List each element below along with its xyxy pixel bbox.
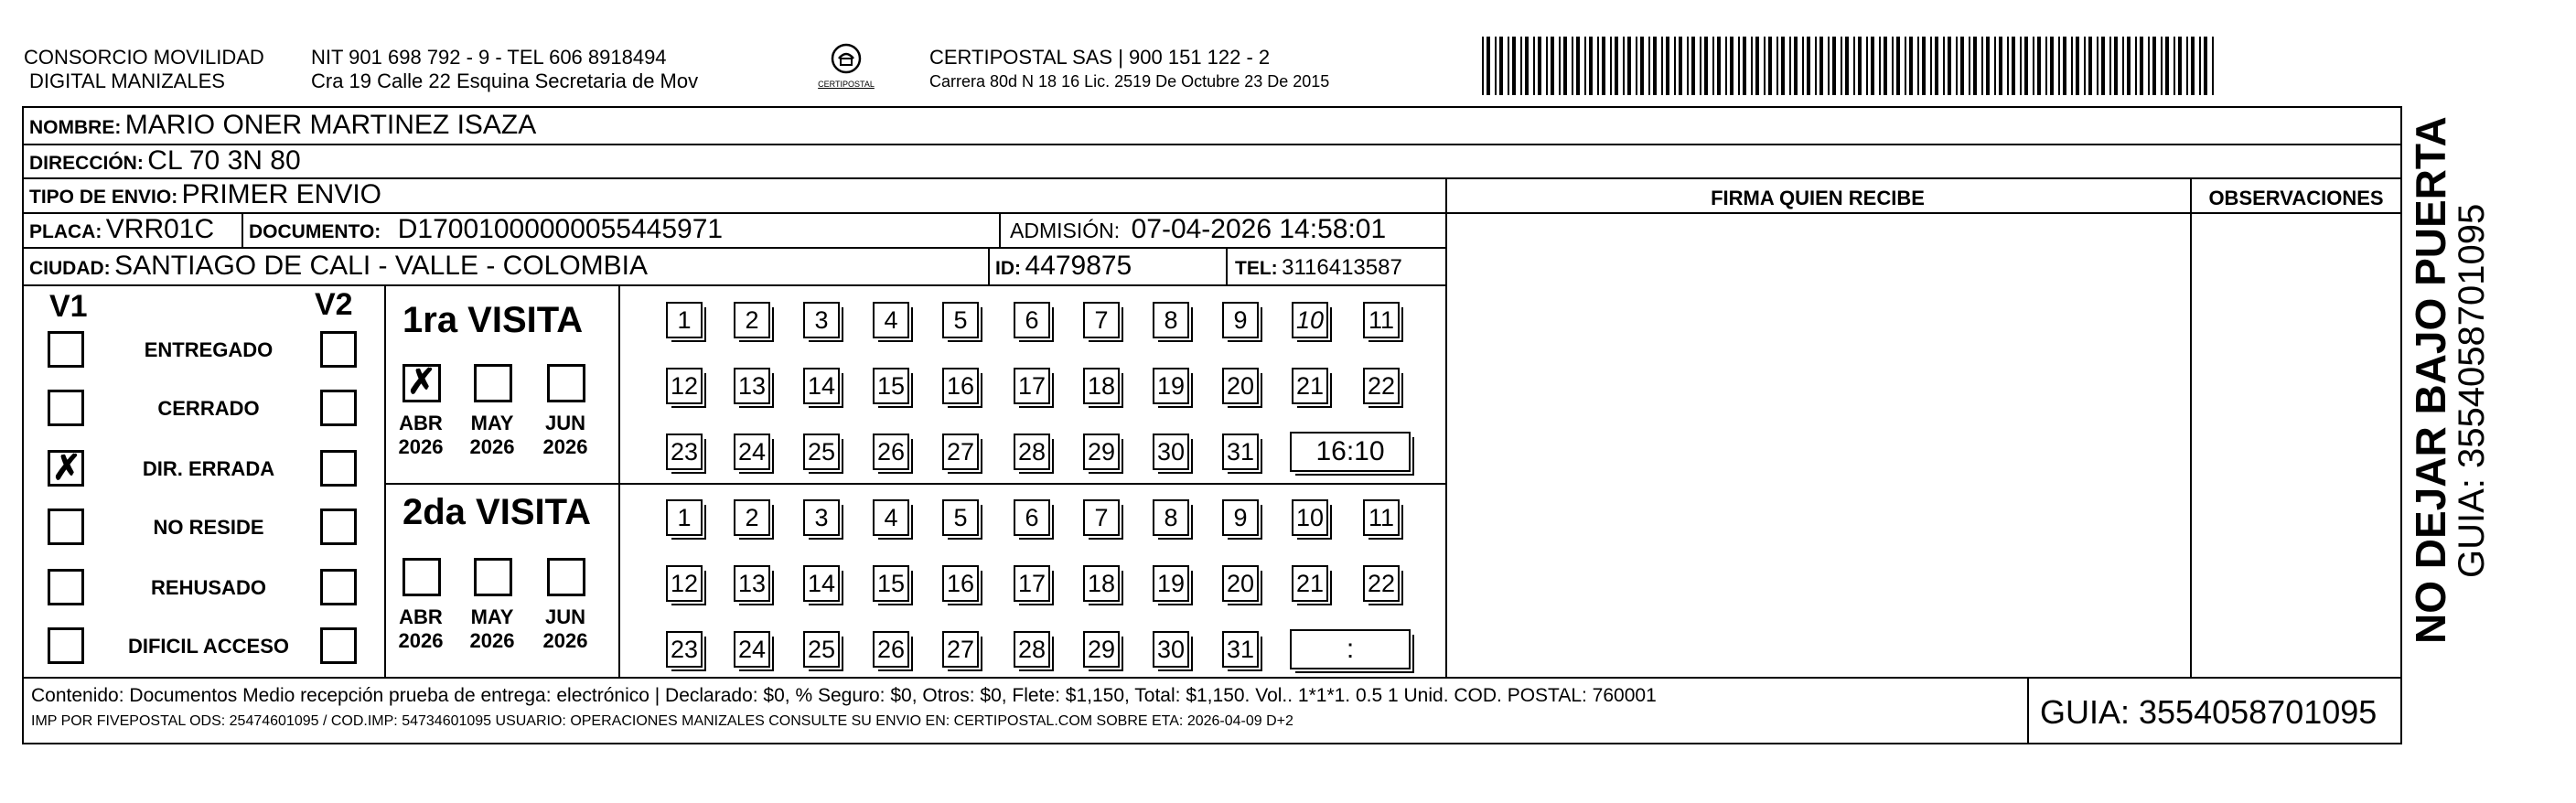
divider [1445, 177, 1447, 677]
first-visit-day-box[interactable]: 25 [803, 434, 840, 470]
first-visit-day-box[interactable]: 22 [1363, 368, 1400, 404]
first-visit-day-box[interactable]: 6 [1014, 302, 1050, 338]
first-visit-day-box[interactable]: 12 [666, 368, 703, 404]
nombre-label: NOMBRE: [29, 117, 122, 138]
second-visit-day-box[interactable]: 17 [1014, 565, 1050, 602]
divider [2027, 677, 2029, 744]
second-visit-day-box[interactable]: 29 [1083, 631, 1120, 668]
status-option-label: ENTREGADO [144, 338, 274, 361]
second-visit-day-box[interactable]: 28 [1014, 631, 1050, 668]
second-visit-day-box[interactable]: 12 [666, 565, 703, 602]
status-option-label: DIR. ERRADA [142, 457, 275, 480]
first-visit-day-box[interactable]: 16 [942, 368, 979, 404]
first-visit-day-box[interactable]: 27 [942, 434, 979, 470]
month-label [538, 605, 593, 653]
tipo-envio-row [29, 178, 381, 216]
tel-field [1235, 252, 1402, 287]
second-visit-day-box[interactable]: 21 [1292, 565, 1328, 602]
second-visit-day-box[interactable]: 10 [1292, 499, 1328, 536]
second-visit-day-box[interactable]: 31 [1222, 631, 1259, 668]
month-label [393, 412, 448, 459]
first-visit-time-box[interactable]: 16:10 [1290, 432, 1411, 472]
second-visit-day-box[interactable]: 27 [942, 631, 979, 668]
v2-checkbox[interactable] [320, 450, 357, 487]
month-year: 2026 [542, 629, 588, 652]
month-checkbox[interactable] [547, 558, 585, 596]
second-visit-day-box[interactable]: 16 [942, 565, 979, 602]
v1-checkbox[interactable] [48, 331, 84, 368]
second-visit-day-box[interactable]: 30 [1153, 631, 1189, 668]
status-option-label: REHUSADO [151, 576, 266, 599]
nombre-row [29, 109, 536, 146]
first-visit-day-box[interactable]: 18 [1083, 368, 1120, 404]
month-name: MAY [470, 605, 514, 628]
divider [384, 284, 386, 677]
first-visit-day-box[interactable]: 30 [1153, 434, 1189, 470]
second-visit-day-box[interactable]: 19 [1153, 565, 1189, 602]
first-visit-day-box[interactable]: 23 [666, 434, 703, 470]
id-label: ID: [995, 258, 1021, 279]
first-visit-day-box[interactable]: 9 [1222, 302, 1259, 338]
second-visit-day-box[interactable]: 22 [1363, 565, 1400, 602]
side-guia: GUIA: 3554058701095 [2452, 203, 2492, 578]
divider [988, 247, 990, 284]
second-visit-day-box[interactable]: 14 [803, 565, 840, 602]
certipostal-line2: Carrera 80d N 18 16 Lic. 2519 De Octubre 23 De 2015 [929, 72, 1330, 91]
admision-field [1010, 213, 1386, 251]
second-visit-day-box[interactable]: 6 [1014, 499, 1050, 536]
first-visit-day-box[interactable]: 20 [1222, 368, 1259, 404]
second-visit-day-box[interactable]: 8 [1153, 499, 1189, 536]
direccion-value: CL 70 3N 80 [147, 145, 301, 176]
divider [22, 677, 2402, 679]
divider [618, 284, 620, 677]
first-visit-day-box[interactable]: 2 [734, 302, 770, 338]
status-option-label: DIFICIL ACCESO [127, 635, 289, 658]
logo-text: CERTIPOSTAL [818, 80, 875, 89]
ciudad-label: CIUDAD: [29, 258, 111, 279]
footer-guia: GUIA: 3554058701095 [2040, 693, 2377, 731]
status-option-label: CERRADO [157, 397, 260, 420]
month-year: 2026 [542, 435, 588, 458]
month-checkbox[interactable] [402, 364, 441, 402]
second-visit-day-box[interactable]: 5 [942, 499, 979, 536]
footer-print-line: IMP POR FIVEPOSTAL ODS: 25474601095 / COD.IMP: 54734601095 USUARIO: OPERACIONES MANIZALES CONSULTE SU ENVIO EN: CERTIPOSTAL.COM SOBRE ETA: 2026-04-09 D+2 [31, 713, 1293, 729]
first-visit-day-box[interactable]: 13 [734, 368, 770, 404]
month-label [393, 605, 448, 653]
v2-checkbox[interactable] [320, 509, 357, 545]
first-visit-day-box[interactable]: 5 [942, 302, 979, 338]
org-name-line1: CONSORCIO MOVILIDAD [24, 46, 264, 69]
certipostal-line1: CERTIPOSTAL SAS | 900 151 122 - 2 [929, 46, 1271, 69]
divider [384, 483, 1445, 485]
divider [242, 212, 243, 247]
month-year: 2026 [469, 435, 515, 458]
placa-field [29, 213, 214, 251]
first-visit-day-box[interactable]: 29 [1083, 434, 1120, 470]
documento-label: DOCUMENTO: [249, 221, 381, 242]
first-visit-day-box[interactable]: 14 [803, 368, 840, 404]
v2-checkbox[interactable] [320, 627, 357, 664]
v1-checkbox[interactable] [48, 627, 84, 664]
month-label [465, 605, 520, 653]
second-visit-day-box[interactable]: 18 [1083, 565, 1120, 602]
address-line: Cra 19 Calle 22 Esquina Secretaria de Mov [311, 70, 699, 92]
month-label [538, 412, 593, 459]
nombre-value: MARIO ONER MARTINEZ ISAZA [124, 110, 537, 140]
month-name: ABR [399, 412, 443, 434]
second-visit-day-box[interactable]: 3 [803, 499, 840, 536]
org-name-line2: DIGITAL MANIZALES [29, 70, 225, 92]
direccion-row [29, 145, 301, 182]
id-field [995, 250, 1132, 287]
side-notice: NO DEJAR BAJO PUERTA [2407, 116, 2454, 644]
second-visit-day-box[interactable]: 11 [1363, 499, 1400, 536]
first-visit-day-box[interactable]: 8 [1153, 302, 1189, 338]
org-contact [311, 46, 698, 93]
second-visit-day-box[interactable]: 13 [734, 565, 770, 602]
first-visit-day-box[interactable]: 7 [1083, 302, 1120, 338]
status-option-label: NO RESIDE [153, 516, 264, 539]
admision-label: ADMISIÓN: [1010, 219, 1121, 242]
second-visit-day-box[interactable]: 15 [873, 565, 909, 602]
tipo-envio-label: TIPO DE ENVIO: [29, 187, 178, 208]
tipo-envio-value: PRIMER ENVIO [181, 179, 382, 209]
second-visit-title: 2da VISITA [402, 492, 591, 532]
second-visit-day-box[interactable]: 20 [1222, 565, 1259, 602]
v1-checkbox[interactable] [48, 509, 84, 545]
first-visit-day-box[interactable]: 11 [1363, 302, 1400, 338]
month-year: 2026 [469, 629, 515, 652]
admision-value: 07-04-2026 14:58:01 [1131, 214, 1387, 244]
v2-checkbox[interactable] [320, 390, 357, 426]
org-name [24, 46, 264, 93]
certipostal-logo [814, 42, 878, 89]
second-visit-day-box[interactable]: 26 [873, 631, 909, 668]
second-visit-day-box[interactable]: 23 [666, 631, 703, 668]
month-name: JUN [544, 605, 585, 628]
v2-checkbox[interactable] [320, 331, 357, 368]
first-visit-day-box[interactable]: 24 [734, 434, 770, 470]
month-name: JUN [544, 412, 585, 434]
first-visit-day-box[interactable]: 17 [1014, 368, 1050, 404]
observaciones-header: OBSERVACIONES [2208, 187, 2384, 209]
v2-checkbox[interactable] [320, 569, 357, 605]
barcode [1482, 37, 2214, 95]
v1-header: V1 [49, 289, 88, 324]
first-visit-day-box[interactable]: 3 [803, 302, 840, 338]
documento-value: D17001000000055445971 [397, 214, 724, 244]
first-visit-day-box[interactable]: 15 [873, 368, 909, 404]
v1-checkbox[interactable] [48, 569, 84, 605]
v1-checkbox[interactable] [48, 450, 84, 487]
divider [1226, 247, 1228, 284]
ciudad-value: SANTIAGO DE CALI - VALLE - COLOMBIA [114, 251, 649, 281]
v1-checkbox[interactable] [48, 390, 84, 426]
placa-label: PLACA: [29, 221, 102, 242]
firma-header: FIRMA QUIEN RECIBE [1711, 187, 1925, 209]
second-visit-day-box[interactable]: 9 [1222, 499, 1259, 536]
ciudad-field [29, 250, 648, 287]
second-visit-day-box[interactable]: 2 [734, 499, 770, 536]
first-visit-day-box[interactable]: 1 [666, 302, 703, 338]
month-year: 2026 [398, 435, 444, 458]
tel-label: TEL: [1235, 258, 1278, 279]
first-visit-day-box[interactable]: 26 [873, 434, 909, 470]
first-visit-day-box[interactable]: 19 [1153, 368, 1189, 404]
direccion-label: DIRECCIÓN: [29, 153, 144, 174]
certipostal-logo-icon [830, 42, 863, 75]
month-name: MAY [470, 412, 514, 434]
placa-value: VRR01C [105, 214, 215, 244]
certipostal-info [929, 46, 1329, 93]
id-value: 4479875 [1025, 251, 1132, 281]
second-visit-day-box[interactable]: 4 [873, 499, 909, 536]
second-visit-day-box[interactable]: 25 [803, 631, 840, 668]
month-checkbox[interactable] [474, 364, 512, 402]
divider [999, 212, 1001, 247]
divider [1445, 212, 2402, 214]
second-visit-day-box[interactable]: 1 [666, 499, 703, 536]
month-label [465, 412, 520, 459]
month-checkbox[interactable] [547, 364, 585, 402]
first-visit-day-box[interactable]: 31 [1222, 434, 1259, 470]
tel-value: 3116413587 [1282, 255, 1402, 280]
month-checkbox[interactable] [402, 558, 441, 596]
second-visit-day-box[interactable]: 7 [1083, 499, 1120, 536]
first-visit-day-box[interactable]: 4 [873, 302, 909, 338]
second-visit-day-box[interactable]: 24 [734, 631, 770, 668]
first-visit-day-box[interactable]: 10 [1292, 302, 1328, 338]
divider [2190, 177, 2192, 677]
documento-field [249, 213, 723, 251]
month-year: 2026 [398, 629, 444, 652]
month-name: ABR [399, 605, 443, 628]
footer-content-line: Contenido: Documentos Medio recepción prueba de entrega: electrónico | Declarado: $0, % Seguro: $0, Otros: $0, Flete: $1,150, Total: $1,150. Vol.. 1*1*1. 0.5 1 Unid. COD. POSTAL: 760001 [31, 685, 1657, 706]
first-visit-day-box[interactable]: 28 [1014, 434, 1050, 470]
second-visit-time-box[interactable]: : [1290, 629, 1411, 669]
first-visit-title: 1ra VISITA [402, 300, 584, 340]
month-checkbox[interactable] [474, 558, 512, 596]
nit-line: NIT 901 698 792 - 9 - TEL 606 8918494 [311, 46, 667, 69]
v2-header: V2 [315, 287, 353, 322]
first-visit-day-box[interactable]: 21 [1292, 368, 1328, 404]
